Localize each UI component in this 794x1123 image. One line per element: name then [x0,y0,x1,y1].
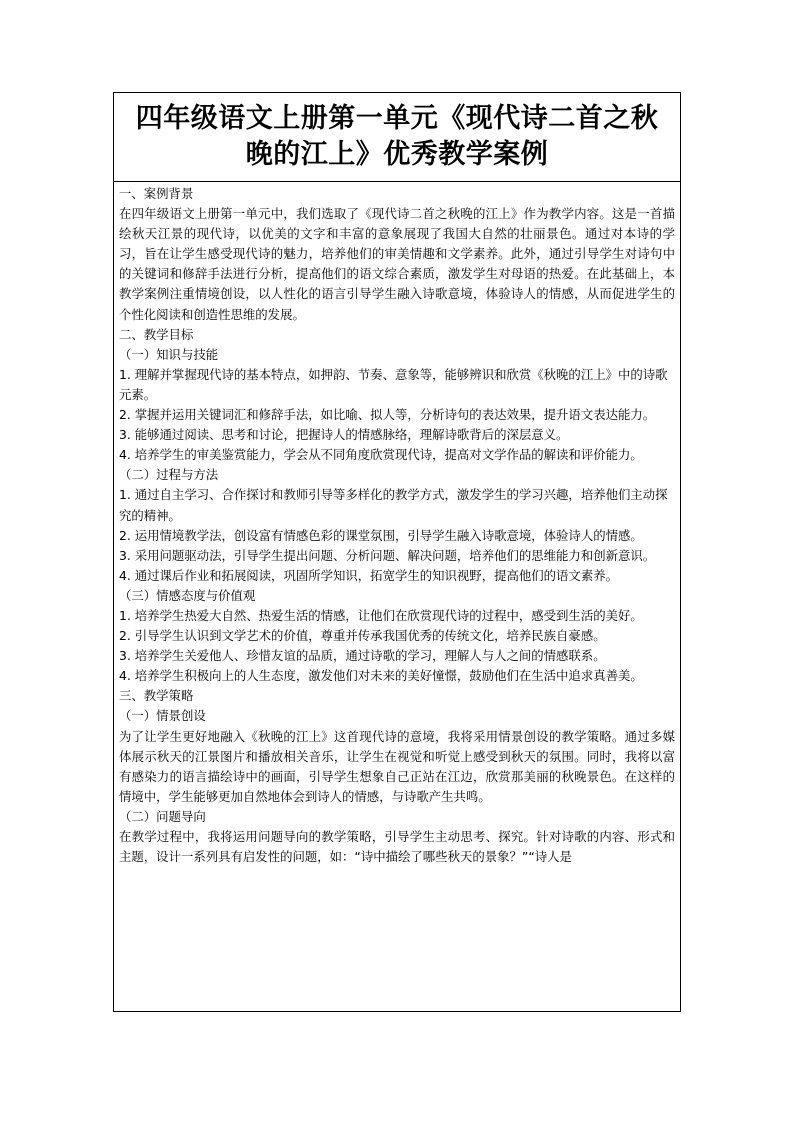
section-heading-background: 一、案例背景 [119,186,194,201]
subheading-emotion-values: （三）情感态度与价值观 [119,587,256,603]
list-item: 4. 培养学生积极向上的人生态度，激发他们对未来的美好憧憬，鼓励他们在生活中追求真善美。 [119,668,643,684]
document-table [113,92,681,1012]
problem-paragraph: 在教学过程中，我将运用问题导向的教学策略，引导学生主动思考、探究。针对诗歌的内容、形式和主题，设计一系列具有启发性的问题，如：“诗中描绘了哪些秋天的景象？”“诗人是 [119,829,675,865]
document-body [114,182,680,867]
list-item: 2. 运用情境教学法，创设富有情感色彩的课堂氛围，引导学生融入诗歌意境，体验诗人的情感。 [119,527,643,543]
list-item: 1. 通过自主学习、合作探讨和教师引导等多样化的教学方式，激发学生的学习兴趣，培养他们主动探究的精神。 [119,487,668,523]
document-title [114,93,680,182]
list-item: 3. 采用问题驱动法，引导学生提出问题、分析问题、解决问题，培养他们的思维能力和创新意识。 [119,547,656,563]
list-item: 2. 引导学生认识到文学艺术的价值，尊重并传承我国优秀的传统文化，培养民族自豪感。 [119,628,606,644]
list-item: 1. 培养学生热爱大自然、热爱生活的情感，让他们在欣赏现代诗的过程中，感受到生活的美好。 [119,607,643,623]
title-line-2: 晚的江上》优秀教学案例 [245,139,549,170]
section-heading-strategies: 三、教学策略 [119,688,194,704]
scenario-paragraph: 为了让学生更好地融入《秋晚的江上》这首现代诗的意境，我将采用情景创设的教学策略。通过多媒体展示秋天的江景图片和播放相关音乐，让学生在视觉和听觉上感受到秋天的氛围。同时，我将以富有感染力的语言描绘诗中的画面，引导学生想象自己正站在江边，欣赏那美丽的秋晚景色。在这样的情境中，学生能够更加自然地体会到诗人的情感，与诗歌产生共鸣。 [119,728,675,804]
list-item: 3. 培养学生关爱他人、珍惜友谊的品质，通过诗歌的学习，理解人与人之间的情感联系。 [119,648,606,664]
background-paragraph: 在四年级语文上册第一单元中，我们选取了《现代诗二首之秋晚的江上》作为教学内容。这是一首描绘秋天江景的现代诗，以优美的文字和丰富的意象展现了我国大自然的壮丽景色。通过对本诗的学习，旨在让学生感受现代诗的魅力，培养他们的审美情趣和文学素养。此外，通过引导学生对诗句中的关键词和修辞手法进行分析，提高他们的语文综合素质，激发学生对母语的热爱。在此基础上，本教学案例注重情境创设，以人性化的语言引导学生融入诗歌意境，体验诗人的情感，从而促进学生的个性化阅读和创造性思维的发展。 [119,206,675,322]
subheading-knowledge-skills: （一）知识与技能 [119,346,219,362]
list-item: 4. 培养学生的审美鉴赏能力，学会从不同角度欣赏现代诗，提高对文学作品的解读和评价能力。 [119,447,643,463]
subheading-problem-oriented: （二）问题导向 [119,808,206,824]
title-line-1: 四年级语文上册第一单元《现代诗二首之秋 [135,103,659,134]
section-heading-objectives: 二、教学目标 [119,326,194,342]
list-item: 2. 掌握并运用关键词汇和修辞手法，如比喻、拟人等，分析诗句的表达效果，提升语文表达能力。 [119,407,656,423]
subheading-process-methods: （二）过程与方法 [119,467,219,483]
list-item: 1. 理解并掌握现代诗的基本特点，如押韵、节奏、意象等，能够辨识和欣赏《秋晚的江上》中的诗歌元素。 [119,366,668,402]
list-item: 3. 能够通过阅读、思考和讨论，把握诗人的情感脉络，理解诗歌背后的深层意义。 [119,427,569,443]
subheading-scenario-creation: （一）情景创设 [119,708,206,724]
list-item: 4. 通过课后作业和拓展阅读，巩固所学知识，拓宽学生的知识视野，提高他们的语文素养。 [119,567,618,583]
